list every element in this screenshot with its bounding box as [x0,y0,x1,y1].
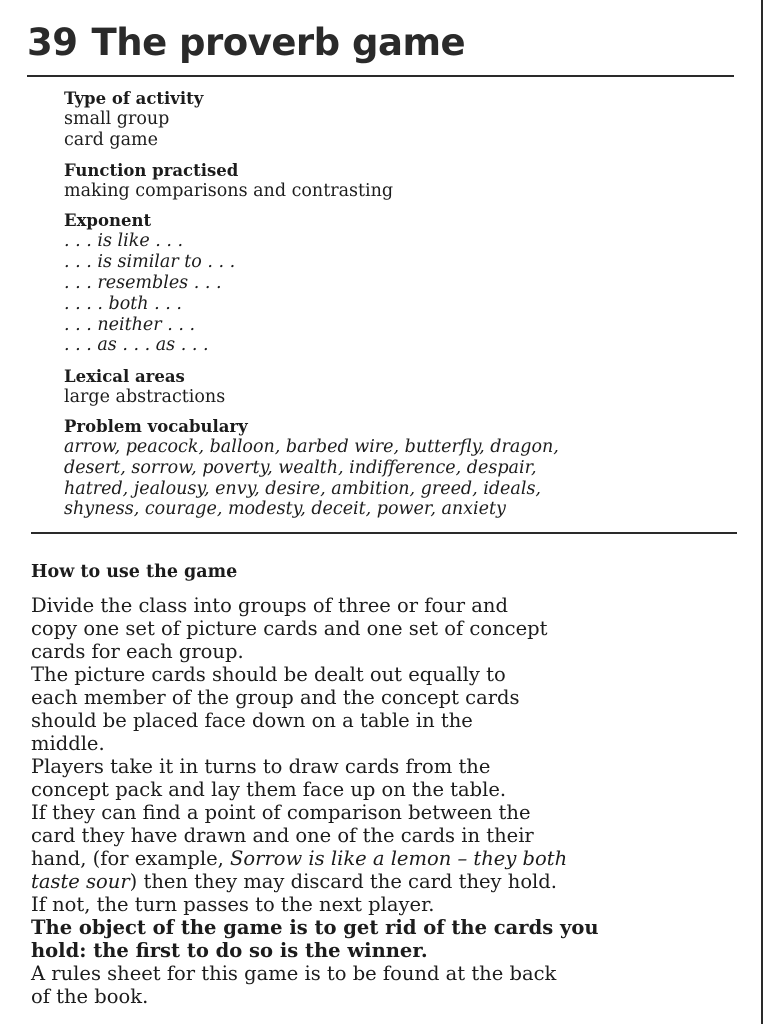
vocabulary-line: desert, sorrow, poverty, wealth, indifference, despair, [64,457,537,478]
section-divider [31,532,737,534]
body-line: each member of the group and the concept cards [31,686,520,709]
exponent-line: . . . as . . . as . . . [64,335,209,356]
exponent-line: . . . resembles . . . [64,272,222,293]
body-line: A rules sheet for this game is to be found at the back [31,962,557,985]
section-heading: Type of activity [64,89,204,108]
body-line: concept pack and lay them face up on the table. [31,778,507,801]
info-line: small group [64,109,170,129]
body-line: copy one set of picture cards and one set of concept [31,617,548,640]
function-practised-section [64,161,744,202]
title-divider [27,75,734,77]
body-line: The picture cards should be dealt out equally to [31,663,506,686]
how-to-use-section [31,560,746,1008]
example-proverb-end: taste sour [31,870,130,893]
body-line: cards for each group. [31,640,244,663]
example-proverb: Sorrow is like a lemon – they both [230,847,568,870]
activity-number: 39 [27,21,78,64]
objective-line: hold: the first to do so is the winner. [31,939,428,962]
body-line: If not, the turn passes to the next player. [31,893,435,916]
exponent-line: . . . neither . . . [64,314,196,335]
activity-title: The proverb game [91,21,466,64]
example-intro: hand, (for example, [31,847,224,870]
vocabulary-line: shyness, courage, modesty, deceit, power, anxiety [64,499,506,520]
vocabulary-line: arrow, peacock, balloon, barbed wire, butterfly, dragon, [64,436,559,457]
info-line: card game [64,129,158,150]
activity-info [64,89,744,520]
page-title [27,18,465,68]
exponent-line: . . . . both . . . [64,293,182,314]
problem-vocabulary-section [64,417,744,520]
section-heading: Problem vocabulary [64,416,248,436]
body-line: Divide the class into groups of three or four and [31,594,508,617]
body-line-example-end [31,870,746,893]
objective-line: The object of the game is to get rid of the cards you [31,916,599,939]
vocabulary-line: hatred, jealousy, envy, desire, ambition, greed, ideals, [64,478,541,499]
body-line-example [31,847,746,870]
exponent-line: . . . is like . . . [64,231,184,252]
body-line: If they can find a point of comparison between the [31,801,531,824]
section-heading: Lexical areas [64,367,185,387]
info-line: large abstractions [64,387,226,408]
section-heading: Exponent [64,211,152,231]
section-heading: Function practised [64,160,239,180]
body-line: card they have drawn and one of the cards in their [31,824,534,847]
type-of-activity-section [64,89,744,151]
lexical-areas-section [64,367,744,408]
body-line: should be placed face down on a table in the [31,709,473,732]
body-line: middle. [31,732,105,755]
body-line: Players take it in turns to draw cards from the [31,755,491,778]
example-outro: ) then they may discard the card they hold. [129,870,557,893]
how-to-use-heading: How to use the game [31,562,238,582]
exponent-line: . . . is similar to . . . [64,252,236,273]
page-edge-line [761,0,763,1024]
exponent-section [64,211,744,356]
body-line: of the book. [31,985,149,1008]
info-line: making comparisons and contrasting [64,180,394,201]
